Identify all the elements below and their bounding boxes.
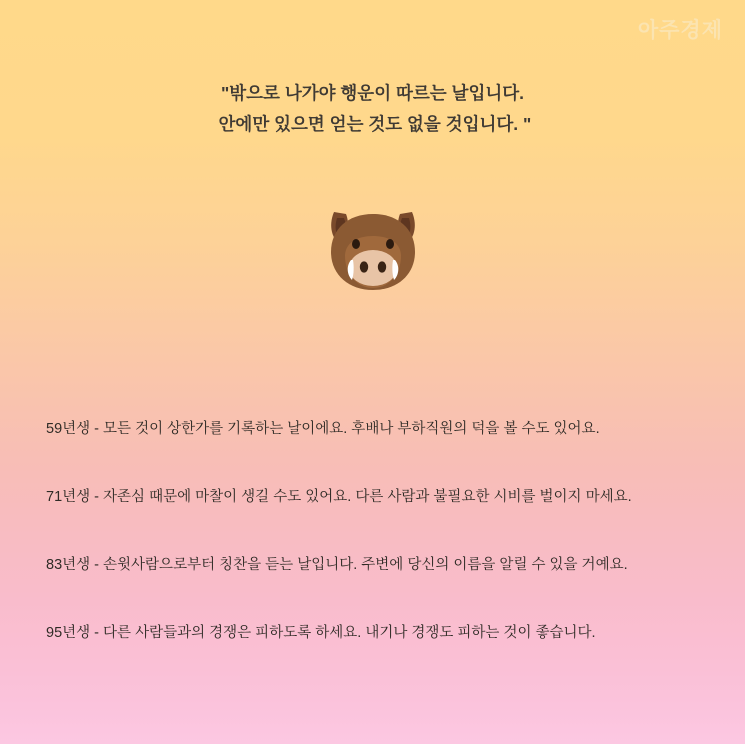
fortune-list: [46, 418, 706, 644]
fortune-item-71: 71년생 - 자존심 때문에 마찰이 생길 수도 있어요. 다른 사람과 불필요한 시비를 벌이지 마세요.: [46, 489, 632, 505]
quote-line-2: 안에만 있으면 얻는 것도 없을 것입니다. ": [213, 114, 532, 134]
quote-line-1: "밖으로 나가야 행운이 따르는 날입니다.: [220, 83, 525, 103]
boar-emoji-icon: [318, 196, 428, 302]
fortune-item-59: 59년생 - 모든 것이 상한가를 기록하는 날이에요. 후배나 부하직원의 덕을 볼 수도 있어요.: [46, 421, 600, 437]
brand-logo: 아주경제: [637, 19, 723, 42]
quote-block: [0, 78, 745, 140]
fortune-item-83: 83년생 - 손윗사람으로부터 칭찬을 듣는 날입니다. 주변에 당신의 이름을 알릴 수 있을 거예요.: [46, 557, 628, 573]
emoji-container: [0, 196, 745, 307]
fortune-item-95: 95년생 - 다른 사람들과의 경쟁은 피하도록 하세요. 내기나 경쟁도 피하는 것이 좋습니다.: [46, 625, 596, 641]
